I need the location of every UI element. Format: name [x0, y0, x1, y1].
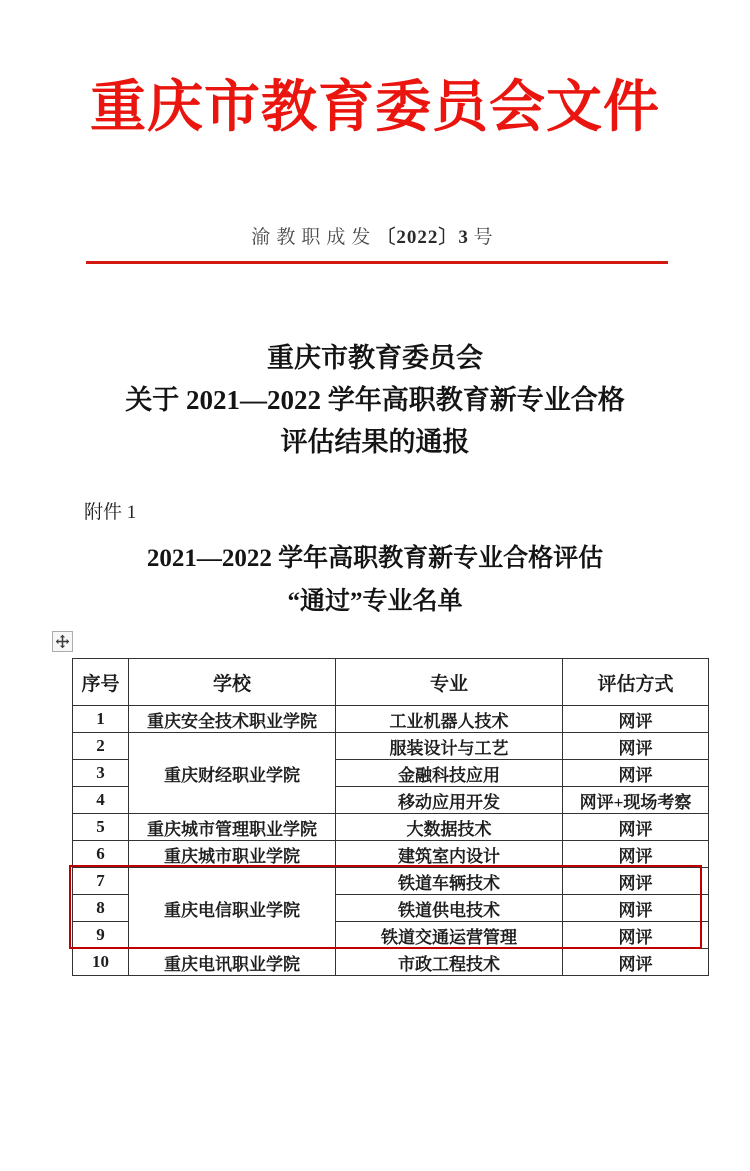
method-cell: 网评: [563, 814, 709, 841]
document-banner-title: 重庆市教育委员会文件: [90, 77, 660, 139]
header-number: 序号: [73, 659, 129, 706]
method-cell: 网评: [563, 868, 709, 895]
major-cell: 市政工程技术: [336, 949, 563, 976]
row-number-cell: 9: [73, 922, 129, 949]
row-number-cell: 10: [73, 949, 129, 976]
table-move-handle[interactable]: [52, 631, 73, 652]
major-cell: 工业机器人技术: [336, 706, 563, 733]
table-row-highlighted: [73, 868, 709, 895]
major-cell: 铁道交通运营管理: [336, 922, 563, 949]
school-cell: 重庆城市管理职业学院: [129, 814, 336, 841]
row-number-cell: 8: [73, 895, 129, 922]
method-cell: 网评: [563, 706, 709, 733]
school-cell: 重庆安全技术职业学院: [129, 706, 336, 733]
row-number-cell: 3: [73, 760, 129, 787]
school-cell: 重庆城市职业学院: [129, 841, 336, 868]
major-cell: 大数据技术: [336, 814, 563, 841]
document-number-prefix: 渝教职成发: [251, 227, 377, 248]
school-cell: 重庆电讯职业学院: [129, 949, 336, 976]
table-row: [73, 733, 709, 760]
attachment-title-line-2: “通过”专业名单: [287, 588, 463, 615]
document-number-value: 3: [458, 227, 469, 248]
method-cell: 网评: [563, 922, 709, 949]
method-cell: 网评: [563, 895, 709, 922]
row-number-cell: 4: [73, 787, 129, 814]
major-cell: 铁道供电技术: [336, 895, 563, 922]
main-title-line-2: 关于 2021—2022 学年高职教育新专业合格: [125, 385, 625, 415]
row-number-cell: 7: [73, 868, 129, 895]
header-method: 评估方式: [563, 659, 709, 706]
method-cell: 网评: [563, 760, 709, 787]
attachment-title-line-1: 2021—2022 学年高职教育新专业合格评估: [146, 545, 604, 572]
attachment-title: [0, 537, 750, 623]
document-number-open-bracket: 〔: [376, 227, 397, 248]
table-row: [73, 814, 709, 841]
evaluation-results-table: [72, 658, 709, 976]
major-cell: 移动应用开发: [336, 787, 563, 814]
table-row: [73, 949, 709, 976]
document-number: [0, 222, 750, 249]
header-school: 学校: [129, 659, 336, 706]
document-number-close-bracket: 〕: [438, 227, 459, 248]
move-icon: [55, 634, 70, 649]
school-cell: 重庆财经职业学院: [129, 733, 336, 814]
row-number-cell: 5: [73, 814, 129, 841]
major-cell: 金融科技应用: [336, 760, 563, 787]
table-row: [73, 706, 709, 733]
method-cell: 网评+现场考察: [563, 787, 709, 814]
row-number-cell: 2: [73, 733, 129, 760]
main-title-line-1: 重庆市教育委员会: [267, 343, 483, 373]
table-row: [73, 841, 709, 868]
method-cell: 网评: [563, 733, 709, 760]
school-cell: 重庆电信职业学院: [129, 868, 336, 949]
header-major: 专业: [336, 659, 563, 706]
major-cell: 铁道车辆技术: [336, 868, 563, 895]
method-cell: 网评: [563, 841, 709, 868]
main-title: [0, 337, 750, 463]
attachment-label: 附件 1: [84, 502, 137, 523]
red-separator-line: [86, 261, 668, 264]
main-title-line-3: 评估结果的通报: [280, 427, 470, 457]
row-number-cell: 1: [73, 706, 129, 733]
major-cell: 服装设计与工艺: [336, 733, 563, 760]
major-cell: 建筑室内设计: [336, 841, 563, 868]
document-number-suffix: 号: [473, 227, 499, 248]
document-number-year: 2022: [396, 227, 439, 248]
table-header-row: [73, 659, 709, 706]
method-cell: 网评: [563, 949, 709, 976]
row-number-cell: 6: [73, 841, 129, 868]
